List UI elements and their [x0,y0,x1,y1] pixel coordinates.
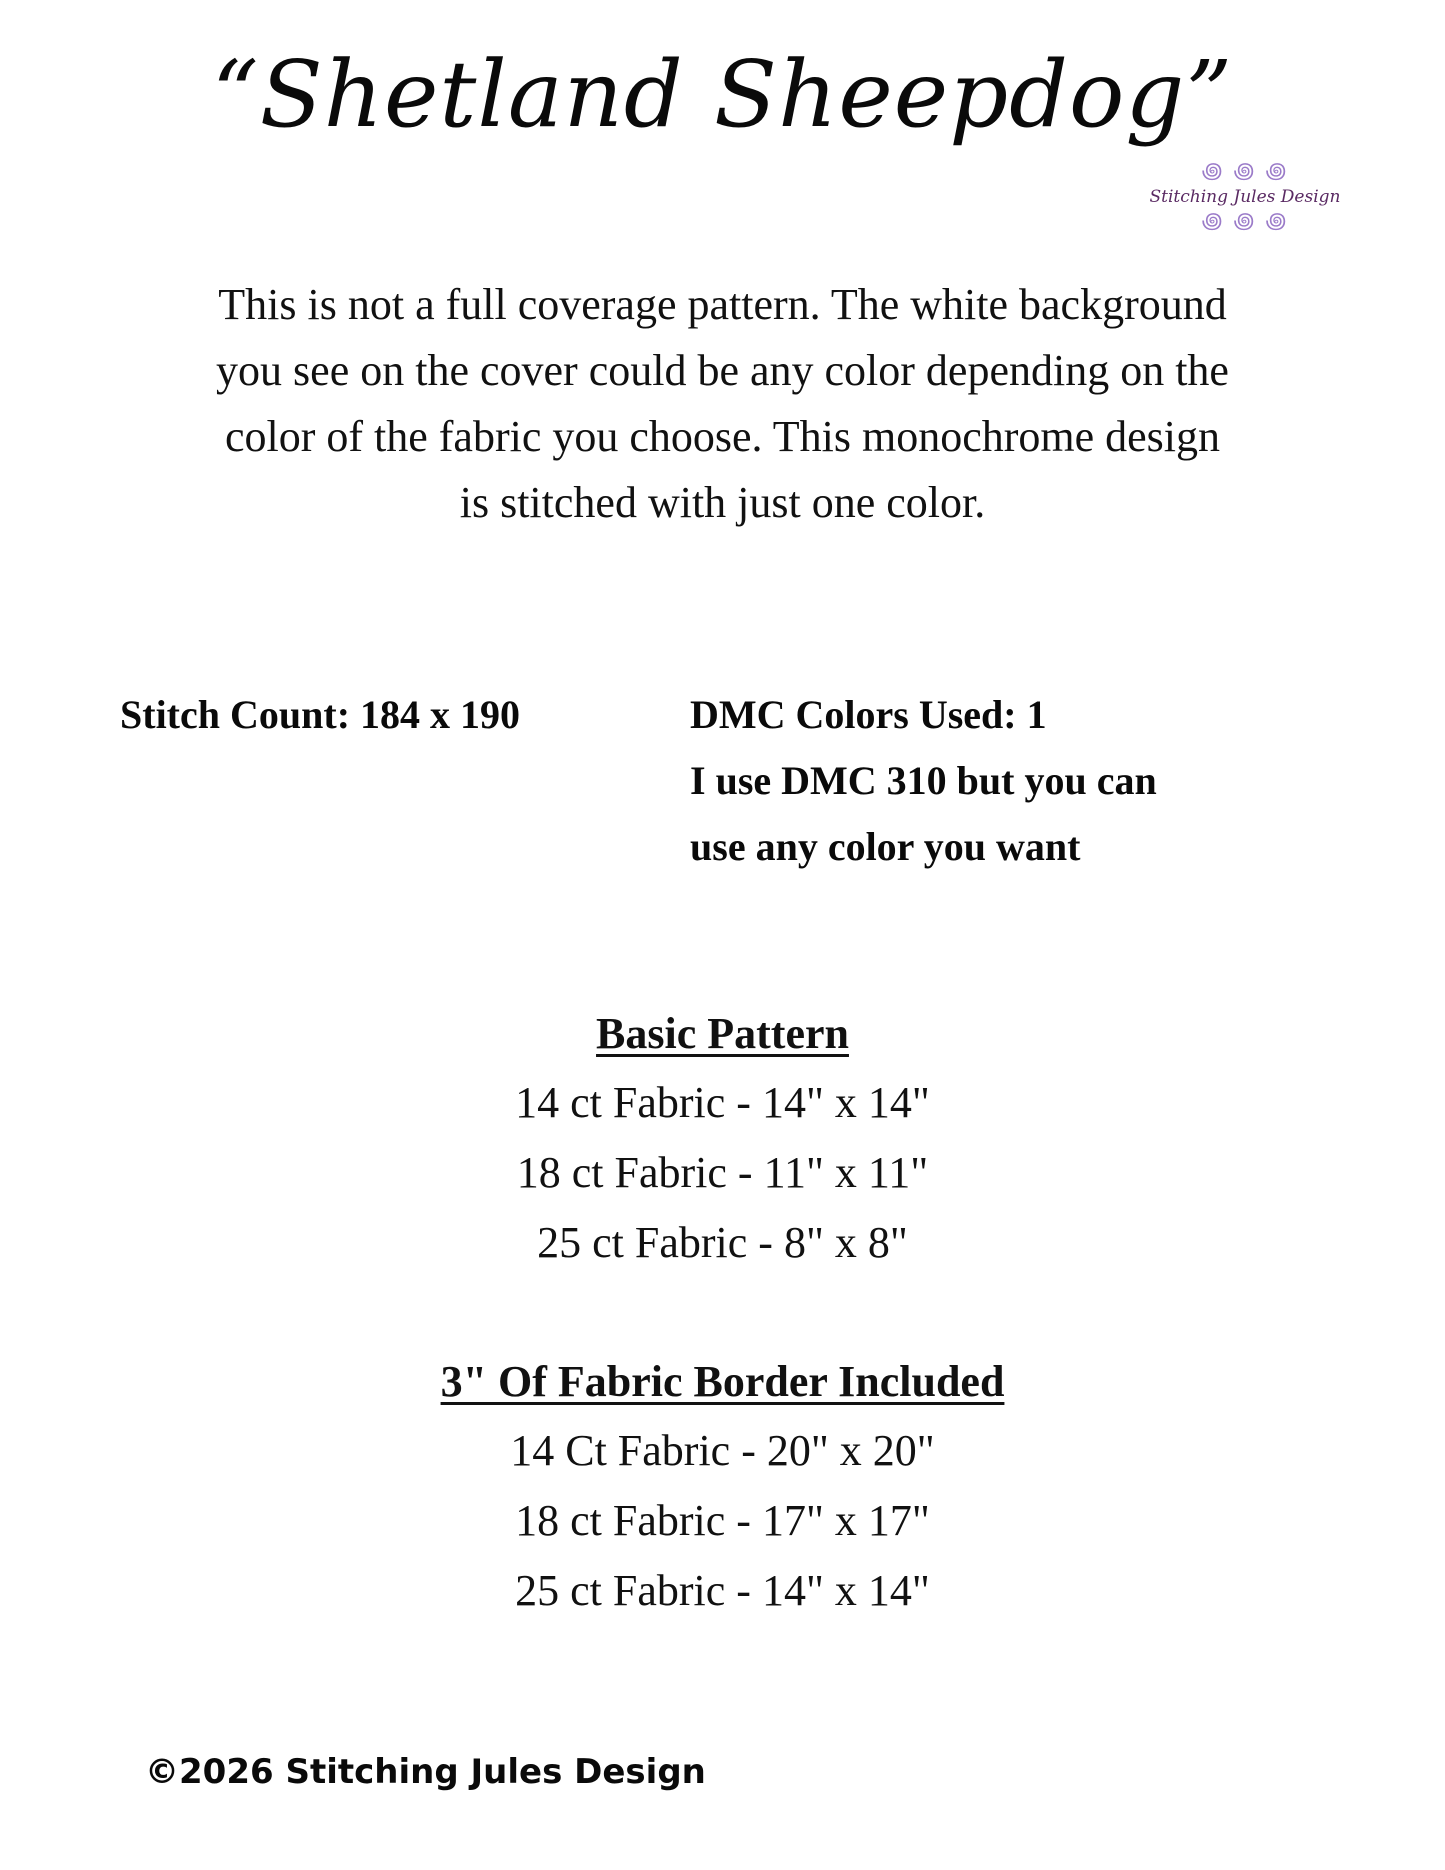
fabric-size-row: 25 ct Fabric - 14" x 14" [515,1566,930,1615]
intro-line: color of the fabric you choose. This monochrome design [224,412,1221,461]
dmc-note-line: I use DMC 310 but you can [690,758,1157,803]
fabric-size-row: 14 Ct Fabric - 20" x 20" [510,1426,935,1475]
dmc-colors-used: DMC Colors Used: 1 [690,692,1047,737]
basic-pattern-heading: Basic Pattern [596,1009,849,1058]
brand-logo [1145,160,1345,250]
border-pattern-section [0,1348,1445,1626]
border-pattern-heading: 3" Of Fabric Border Included [440,1357,1005,1406]
intro-line: you see on the cover could be any color depending on the [216,346,1229,395]
dmc-note-line: use any color you want [690,824,1081,869]
copyright-notice: ©2026 Stitching Jules Design [145,1752,706,1792]
pattern-title: “Shetland Sheepdog” [211,41,1234,148]
ornament-bottom-icon: ꩜ ꩜ ꩜ [1201,209,1289,234]
basic-pattern-section [0,1000,1445,1278]
stitch-count: Stitch Count: 184 x 190 [120,692,521,737]
fabric-size-row: 18 ct Fabric - 11" x 11" [516,1148,929,1197]
brand-name: Stitching Jules Design [1149,187,1341,207]
fabric-size-row: 18 ct Fabric - 17" x 17" [515,1496,930,1545]
fabric-size-row: 25 ct Fabric - 8" x 8" [537,1218,908,1267]
intro-line: is stitched with just one color. [459,478,986,527]
intro-line: This is not a full coverage pattern. The white background [218,280,1227,329]
ornament-top-icon: ꩜ ꩜ ꩜ [1201,159,1289,184]
fabric-size-row: 14 ct Fabric - 14" x 14" [515,1078,930,1127]
dmc-info [690,682,1157,880]
intro-paragraph [150,272,1295,536]
